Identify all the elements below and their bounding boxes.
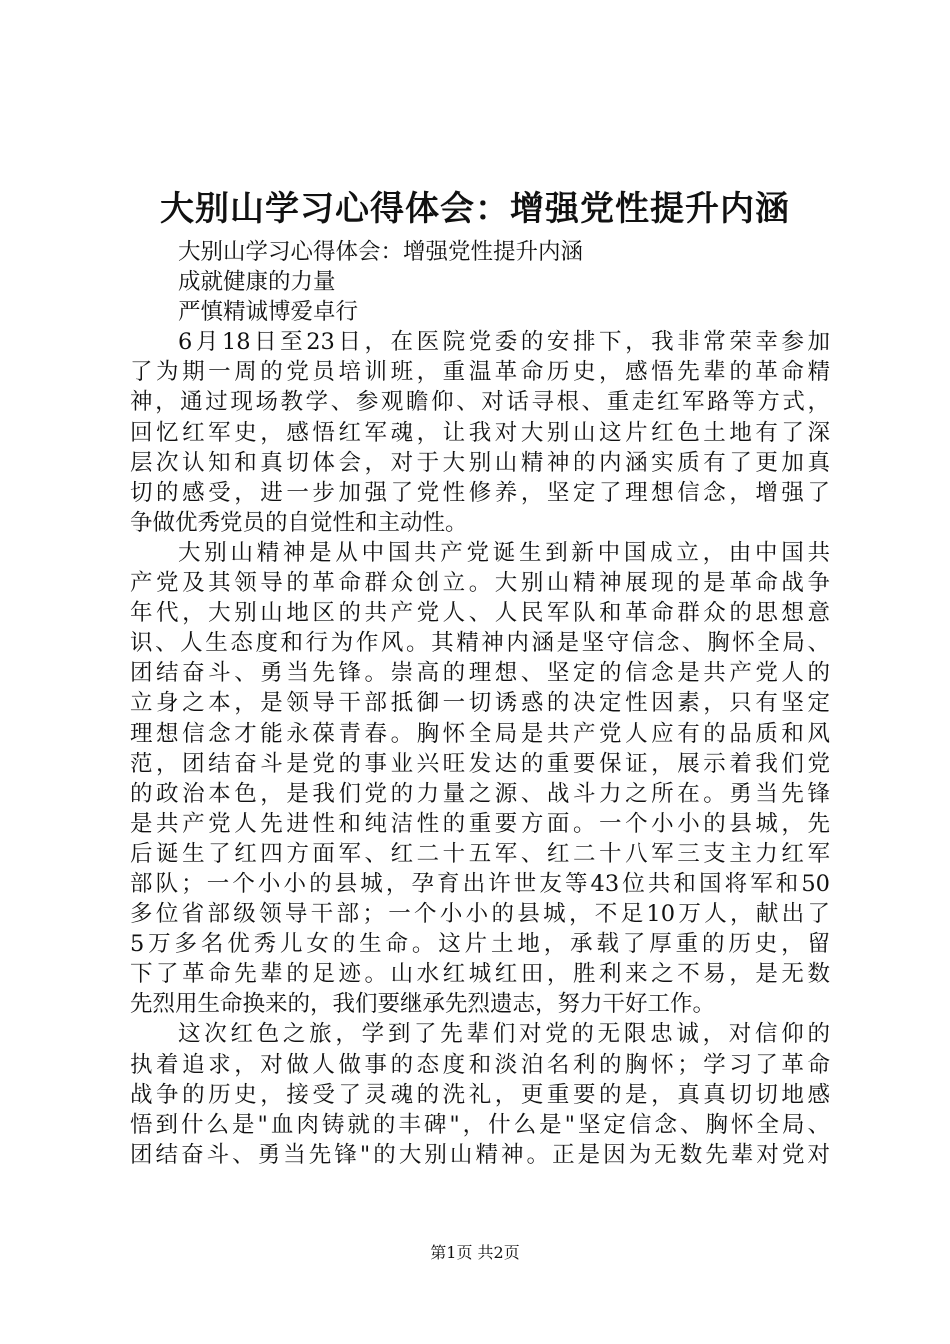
text-line: 争做优秀党员的自觉性和主动性。	[130, 509, 468, 536]
document-body	[130, 237, 830, 1170]
text-line: 层次认知和真切体会，对于大别山精神的内涵实质有了更加真	[130, 449, 830, 476]
text-line: 部队；一个小小的县城，孕育出许世友等43位共和国将军和50	[130, 870, 830, 897]
text-line: 回忆红军史，感悟红军魂，让我对大别山这片红色土地有了深	[130, 419, 830, 446]
text-line: 识、人生态度和行为作风。其精神内涵是坚守信念、胸怀全局、	[130, 630, 830, 657]
page-footer: 第1页 共2页	[430, 1243, 520, 1262]
text-line: 年代，大别山地区的共产党人、人民军队和革命群众的思想意	[130, 600, 830, 627]
text-line: 理想信念才能永葆青春。胸怀全局是共产党人应有的品质和风	[130, 720, 830, 747]
text-line: 悟到什么是"血肉铸就的丰碑"，什么是"坚定信念、胸怀全局、	[130, 1111, 830, 1138]
text-line: 6月18日至23日，在医院党委的安排下，我非常荣幸参加	[178, 329, 830, 356]
text-line: 先烈用生命换来的，我们要继承先烈遗志，努力干好工作。	[130, 991, 716, 1018]
text-line: 范，团结奋斗是党的事业兴旺发达的重要保证，展示着我们党	[130, 750, 830, 777]
text-line: 切的感受，进一步加强了党性修养，坚定了理想信念，增强了	[130, 479, 830, 506]
text-line: 严慎精诚博爱卓行	[178, 299, 359, 326]
text-line: 5万多名优秀儿女的生命。这片土地，承载了厚重的历史，留	[130, 931, 830, 958]
document-title: 大别山学习心得体会：增强党性提升内涵	[160, 189, 790, 229]
text-line: 大别山学习心得体会：增强党性提升内涵	[178, 239, 584, 265]
text-line: 团结奋斗、勇当先锋"的大别山精神。正是因为无数先辈对党对	[130, 1141, 830, 1168]
text-line: 多位省部级领导干部；一个小小的县城，不足10万人，献出了	[130, 901, 830, 928]
text-line: 执着追求，对做人做事的态度和淡泊名利的胸怀；学习了革命	[130, 1051, 830, 1078]
text-line: 大别山精神是从中国共产党诞生到新中国成立，由中国共	[178, 539, 830, 566]
text-line: 的政治本色，是我们党的力量之源、战斗力之所在。勇当先锋	[130, 780, 830, 807]
text-line: 成就健康的力量	[178, 269, 336, 296]
text-line: 团结奋斗、勇当先锋。崇高的理想、坚定的信念是共产党人的	[130, 660, 830, 687]
text-line: 下了革命先辈的足迹。山水红城红田，胜利来之不易，是无数	[130, 961, 830, 988]
text-line: 产党及其领导的革命群众创立。大别山精神展现的是革命战争	[130, 570, 830, 597]
text-line: 神，通过现场教学、参观瞻仰、对话寻根、重走红军路等方式，	[130, 389, 830, 416]
text-line: 战争的历史，接受了灵魂的洗礼，更重要的是，真真切切地感	[130, 1081, 830, 1108]
text-line: 这次红色之旅，学到了先辈们对党的无限忠诚，对信仰的	[178, 1021, 830, 1048]
text-line: 是共产党人先进性和纯洁性的重要方面。一个小小的县城，先	[130, 810, 830, 837]
text-line: 了为期一周的党员培训班，重温革命历史，感悟先辈的革命精	[130, 359, 830, 386]
text-line: 后诞生了红四方面军、红二十五军、红二十八军三支主力红军	[130, 840, 830, 867]
text-line: 立身之本，是领导干部抵御一切诱惑的决定性因素，只有坚定	[130, 690, 830, 717]
